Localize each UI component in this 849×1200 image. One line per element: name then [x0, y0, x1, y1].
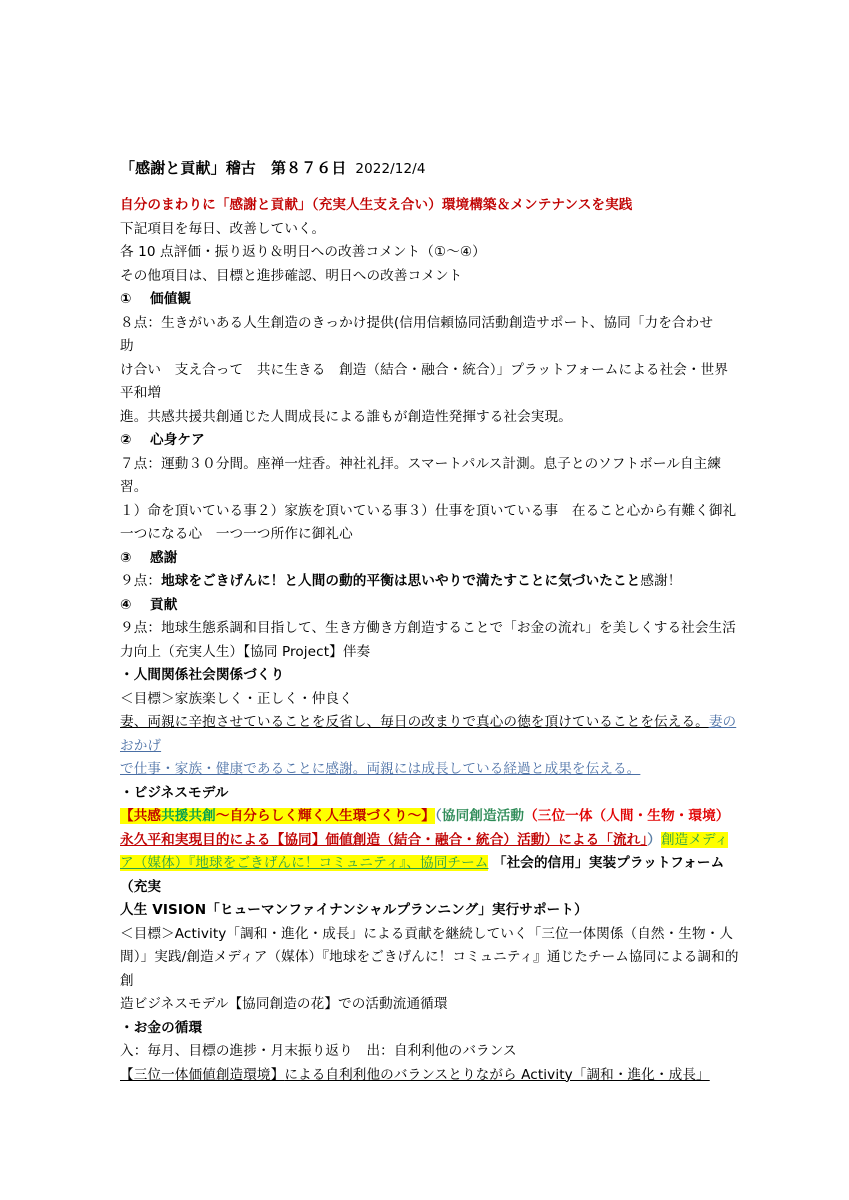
score-prefix: ９点：: [120, 573, 162, 589]
gratitude-suffix: 感謝！: [640, 573, 682, 589]
section-line: [120, 570, 740, 594]
document-subheading: 自分のまわりに「感謝と貢献」（充実人生支え合い）環境構築＆メンテナンスを実践: [120, 197, 633, 213]
title-main: 「感謝と貢献」稽古 第８７６日: [120, 159, 347, 177]
money-line: [120, 1064, 740, 1088]
section-heading: [120, 429, 740, 453]
section-number: ④: [120, 596, 132, 613]
business-line: [120, 805, 740, 829]
section-title: 心身ケア: [150, 432, 205, 448]
red-underlined-text: 永久平和実現目的による【協同】価値創造（結合・融合・統合）活動）による「流れ」: [120, 831, 648, 848]
relations-text-blue: で仕事・家族・健康であることに感謝。両親には成長している経過と成果を伝える。: [120, 761, 641, 777]
highlight-green-text: 共援共創: [161, 808, 216, 824]
section-line: ７点：運動３０分間。座禅一炷香。神社礼拝。スマートパルス計測。息子とのソフトボール自主練習。: [120, 455, 722, 495]
section-line: 進。共感共援共創通じた人間成長による誰もが創造性発揮する社会実現。: [120, 408, 572, 425]
business-goal-line: 間）」実践/創造メディア（媒体）『地球をごきげんに！コミュニティ』通じたチーム協同による調和的創: [120, 949, 739, 989]
highlight-red-text: 【共感: [120, 808, 162, 824]
section-line: ９点：地球生態系調和目指して、生き方働き方創造することで「お金の流れ」を美しくする社会生活: [120, 620, 736, 636]
paren-text: ）: [647, 831, 661, 848]
business-line: [120, 829, 740, 853]
money-line: 入：毎月、目標の進捗・月末振り返り 出：自利利他のバランス: [120, 1043, 517, 1059]
relations-line: [120, 711, 740, 758]
business-line: 人生 VISION「ヒューマンファイナンシャルプランニング」実行サポート）: [120, 902, 588, 918]
section-values: [120, 288, 740, 429]
red-text: （三位一体（人間・生物・環境）: [524, 808, 730, 824]
business-bold-text: 「社会的信用」実装プラットフォーム（充実: [120, 855, 725, 895]
section-money: [120, 1017, 740, 1088]
business-goal-line: ＜目標＞Activity「調和・進化・成長」による貢献を継続していく「三位一体関係（自然・生物・人: [120, 925, 734, 942]
business-heading: ・ビジネスモデル: [120, 784, 229, 801]
section-title: 貢献: [150, 596, 178, 613]
section-business-model: [120, 782, 740, 1017]
paren-text: （: [434, 808, 442, 824]
section-body-care: [120, 429, 740, 547]
highlight-green-media-text: ア（媒体）『地球をごきげんに！コミュニティ』、協同チーム: [120, 855, 489, 871]
money-heading: ・お金の循環: [120, 1019, 203, 1036]
relations-goal: ＜目標＞家族楽しく・正しく・仲良く: [120, 690, 353, 707]
section-gratitude: [120, 547, 740, 594]
section-line: け合い 支え合って 共に生きる 創造（結合・融合・統合）」プラットフォームによる社会・世界平和増: [120, 361, 729, 401]
document-title: [120, 157, 740, 180]
teal-text: 協同創造活動: [441, 808, 525, 824]
highlight-red-text: ～自分らしく輝く人生環づくり～】: [215, 808, 435, 824]
intro-line: 各 10 点評価・振り返り＆明日への改善コメント（①～④）: [120, 244, 486, 260]
title-date: 2022/12/4: [355, 161, 426, 177]
intro-line: その他項目は、目標と進捗確認、明日への改善コメント: [120, 267, 463, 284]
section-title: 感謝: [150, 549, 178, 566]
section-relations: [120, 664, 740, 782]
section-line: ８点：生きがいある人生創造のきっかけ提供(信用信頼協同活動創造サポート、協同「力を合わせ 助: [120, 314, 727, 354]
gratitude-bold-text: 地球をごきげんに！と人間の動的平衡は思いやりで満たすことに気づいたこと: [161, 573, 641, 589]
section-line: 力向上（充実人生）【協同 Project】伴奏: [120, 643, 371, 660]
section-contribution: [120, 594, 740, 665]
intro-line: 下記項目を毎日、改善していく。: [120, 220, 326, 237]
section-line: １）命を頂いている事２）家族を頂いている事３）仕事を頂いている事 在ること心から有難く御礼: [120, 502, 737, 519]
relations-text-underlined: 妻、両親に辛抱させていることを反省し、毎日の改まりで真心の徳を頂けていることを伝える。: [120, 714, 709, 730]
section-heading: [120, 288, 740, 312]
business-goal-line: 造ビジネスモデル【協同創造の花】での活動流通循環: [120, 996, 448, 1012]
section-heading: [120, 594, 740, 618]
money-underlined-text: 【三位一体価値創造環境】: [120, 1066, 285, 1083]
section-number: ②: [120, 432, 132, 448]
section-number: ③: [120, 549, 132, 566]
business-line: [120, 852, 740, 899]
relations-text-blue: 妻のおかげ: [120, 714, 737, 754]
section-heading: [120, 547, 740, 571]
relations-heading: ・人間関係社会関係づくり: [120, 667, 285, 683]
relations-line: [120, 758, 740, 782]
section-title: 価値観: [150, 291, 192, 307]
section-line: 一つになる心 一つ一つ所作に御礼心: [120, 526, 353, 542]
document-body: [120, 157, 740, 1087]
highlight-green-media-text: 創造メディ: [660, 831, 729, 848]
money-underlined-text: による自利利他のバランスとりながら Activity「調和・進化・成長」: [284, 1066, 710, 1083]
section-number: ①: [120, 291, 132, 307]
